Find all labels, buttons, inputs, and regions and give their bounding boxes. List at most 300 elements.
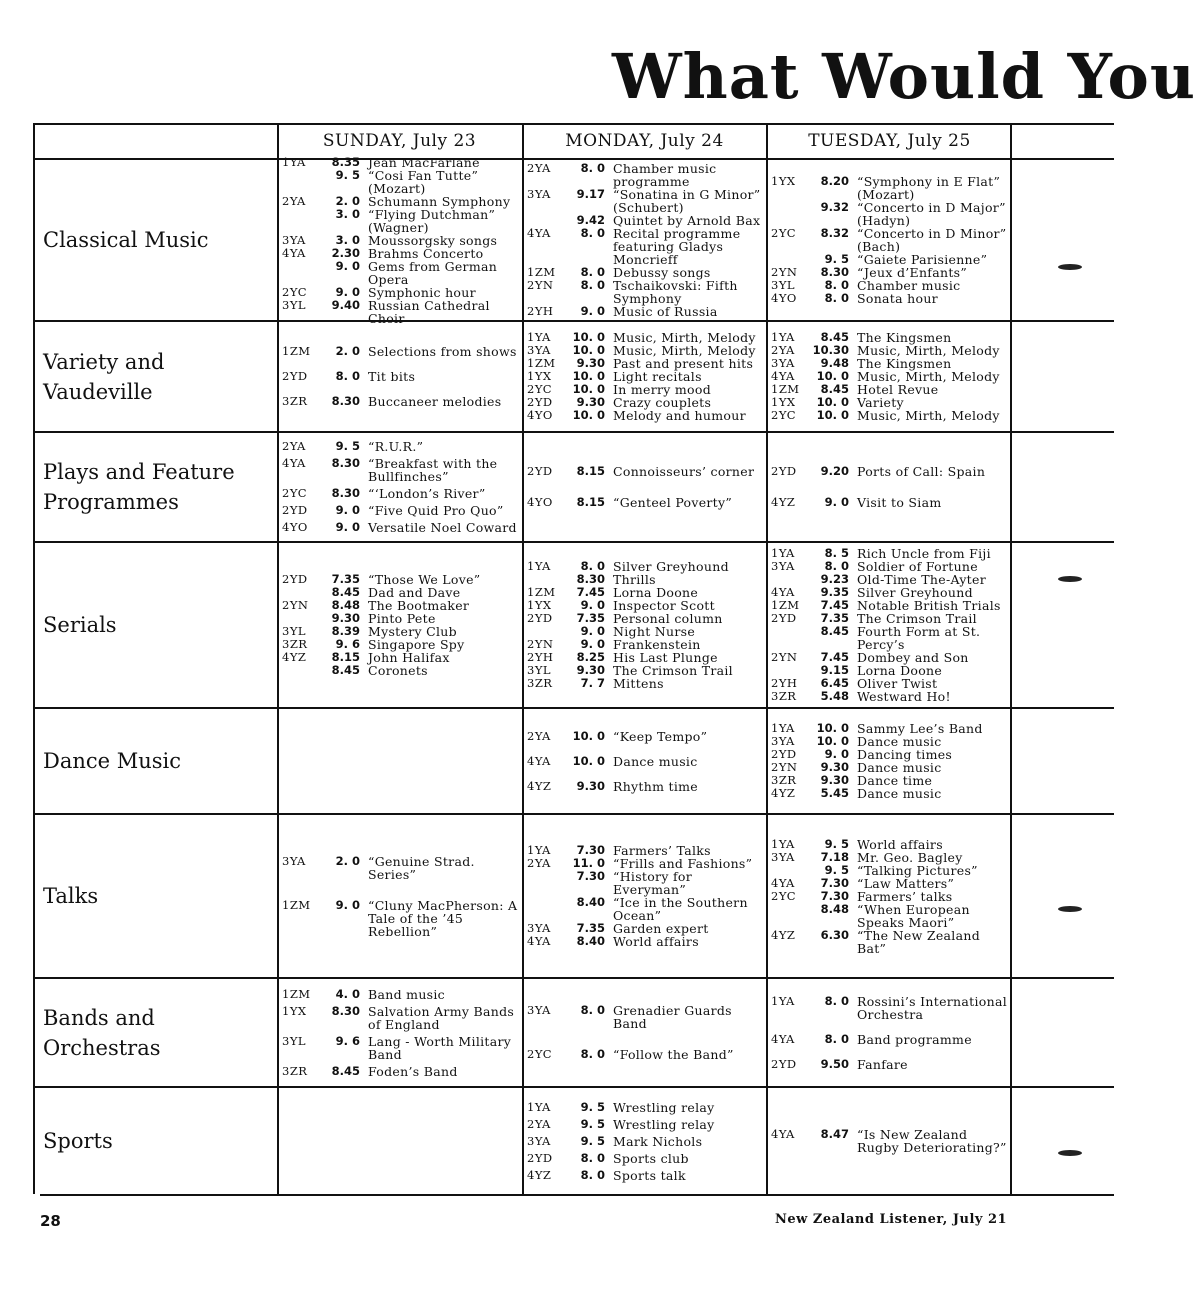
program-time: 8. 0 (580, 1167, 605, 1182)
station-code: 1YA (282, 154, 306, 169)
station-code: 1YA (771, 993, 795, 1008)
program-time: 2. 0 (335, 344, 360, 358)
station-code: 4YO (527, 408, 553, 422)
program-entry (282, 370, 519, 383)
day-cell (527, 709, 764, 813)
station-code: 4YO (771, 291, 797, 305)
program-time: 9.48 (820, 356, 849, 370)
program-time: 9.50 (820, 1056, 849, 1071)
program-entry (771, 1058, 1009, 1071)
category-label: Variety and Vaudeville (43, 349, 165, 404)
station-code: 3YL (282, 1033, 307, 1048)
program-time: 8.30 (820, 265, 849, 279)
program-title: Band programme (857, 1031, 972, 1047)
program-title: “Cluny MacPherson: A Tale of the ’45 Rebellion” (368, 897, 518, 939)
station-code: 1ZM (282, 344, 311, 358)
station-code: 2YA (527, 161, 551, 175)
program-time: 7.35 (331, 572, 360, 586)
program-title: Debussy songs (613, 265, 711, 280)
schedule-row (33, 320, 1114, 431)
day-cell (282, 1088, 519, 1194)
day-cell (771, 322, 1009, 431)
day-cell (282, 433, 519, 541)
program-time: 8.35 (331, 154, 360, 169)
station-code: 1YA (771, 546, 795, 560)
station-code: 2YN (527, 637, 554, 651)
program-entry (527, 1169, 764, 1182)
program-title: Farmers’ Talks (613, 843, 711, 858)
program-time: 9. 0 (335, 897, 360, 912)
program-time: 9.30 (331, 611, 360, 625)
program-title: The Bootmaker (368, 598, 470, 613)
station-code: 3YA (771, 559, 795, 573)
program-time: 9.30 (576, 356, 605, 370)
program-title: “Cosi Fan Tutte” (Mozart) (368, 167, 479, 196)
program-title: Dance music (857, 734, 942, 749)
program-title: Schumann Symphony (368, 193, 511, 209)
program-entry (771, 929, 1009, 955)
station-code: 3YA (527, 187, 551, 201)
program-title: Music, Mirth, Melody (857, 343, 1000, 358)
program-entry (771, 465, 1009, 478)
page-number: 28 (40, 1212, 61, 1230)
program-title: Fourth Form at St. Percy’s (857, 624, 981, 652)
program-title: “Five Quid Pro Quo” (368, 503, 504, 518)
program-title: “‘London’s River” (368, 486, 486, 501)
program-entry (282, 988, 519, 1001)
program-entry (282, 156, 519, 169)
day-cell (282, 709, 519, 813)
program-title: Grenadier Guards Band (613, 1003, 732, 1031)
program-title: The Kingsmen (857, 356, 952, 371)
program-time: 8.48 (820, 901, 849, 916)
category-label: Classical Music (43, 228, 209, 252)
station-code: 1ZM (771, 598, 800, 612)
station-code: 1ZM (527, 356, 556, 370)
day-cell (282, 154, 519, 326)
bottom-rule (40, 1194, 1114, 1196)
program-time: 9. 6 (335, 637, 360, 651)
station-code: 1ZM (527, 585, 556, 599)
day-cell (527, 979, 764, 1086)
program-title: Dance music (857, 786, 942, 801)
day-header-monday: MONDAY, July 24 (565, 130, 724, 151)
program-entry (282, 440, 519, 453)
program-title: Chamber music (857, 278, 961, 293)
station-code: 2YC (282, 486, 308, 500)
program-time: 9. 5 (824, 252, 849, 266)
category-label: Sports (43, 1129, 113, 1153)
station-code: 1YA (771, 721, 795, 735)
program-time: 8.15 (331, 650, 360, 664)
station-code: 2YD (771, 464, 797, 478)
station-code: 1YA (527, 1099, 551, 1114)
program-title: “Talking Pictures” (857, 862, 978, 878)
station-code: 3YA (527, 1003, 551, 1017)
program-title: Frankenstein (613, 637, 701, 652)
program-time: 9.40 (331, 297, 360, 312)
program-entry (771, 864, 1009, 877)
program-time: 10. 0 (572, 408, 605, 422)
program-title: John Halifax (368, 650, 450, 665)
program-entry (282, 664, 519, 677)
program-time: 9.15 (820, 663, 849, 677)
program-entry (527, 780, 764, 793)
program-time: 7.35 (576, 921, 605, 935)
program-entry (771, 851, 1009, 864)
program-time: 9.23 (820, 572, 849, 586)
program-title: Dad and Dave (368, 585, 461, 600)
station-code: 4YO (527, 495, 553, 509)
program-entry (282, 208, 519, 234)
program-entry (527, 896, 764, 922)
station-code: 2YA (527, 1116, 551, 1131)
program-time: 8. 0 (824, 993, 849, 1008)
program-title: The Kingsmen (857, 330, 952, 345)
program-title: “Concerto in D Major” (Hadyn) (857, 200, 1006, 228)
schedule-row (33, 977, 1114, 1086)
program-entry (527, 1135, 764, 1148)
program-entry (527, 409, 764, 422)
program-entry (771, 787, 1009, 800)
program-title: Light recitals (613, 369, 702, 384)
program-entry (527, 465, 764, 478)
program-title: Soldier of Fortune (857, 559, 978, 574)
program-entry (771, 496, 1009, 509)
program-entry (771, 175, 1009, 201)
program-title: “The New Zealand Bat” (857, 927, 980, 956)
category-label: Plays and Feature Programmes (43, 460, 235, 514)
program-title: Lorna Doone (613, 585, 699, 600)
category-label: Bands and Orchestras (43, 1005, 161, 1060)
ink-mark (1058, 576, 1082, 582)
program-time: 9. 5 (580, 1116, 605, 1131)
program-title: Silver Greyhound (613, 559, 729, 574)
program-entry (282, 247, 519, 260)
program-entry (527, 227, 764, 266)
program-title: “Genuine Strad. Series” (368, 853, 475, 882)
program-title: Tit bits (368, 369, 416, 384)
program-time: 7.45 (576, 585, 605, 599)
station-code: 3ZR (527, 676, 553, 690)
program-title: Crazy couplets (613, 395, 712, 410)
station-code: 2YH (527, 304, 554, 318)
schedule-row (33, 707, 1114, 813)
program-title: Connoisseurs’ corner (613, 464, 755, 479)
station-code: 1ZM (527, 265, 556, 279)
ink-mark (1058, 264, 1082, 270)
program-title: Mr. Geo. Bagley (857, 849, 963, 865)
program-entry (527, 677, 764, 690)
program-time: 9. 5 (580, 1099, 605, 1114)
day-cell (282, 543, 519, 707)
program-title: “Frills and Fashions” (613, 856, 753, 871)
station-code: 1YA (771, 330, 795, 344)
station-code: 3YA (282, 232, 306, 247)
program-title: “Breakfast with the Bullfinches” (368, 456, 498, 484)
station-code: 4YA (527, 753, 551, 768)
program-title: “Symphony in E Flat” (Mozart) (857, 174, 1001, 202)
day-cell (282, 815, 519, 977)
station-code: 3YA (527, 343, 551, 357)
program-time: 9.30 (576, 395, 605, 409)
program-title: World affairs (857, 836, 943, 852)
program-time: 9. 5 (824, 836, 849, 851)
station-code: 1YX (282, 1003, 307, 1018)
program-entry (282, 855, 519, 881)
program-time: 8.15 (576, 464, 605, 478)
program-entry (771, 1033, 1009, 1046)
program-time: 9.30 (820, 760, 849, 774)
program-title: “Gaiete Parisienne” (857, 252, 988, 267)
program-time: 8.30 (331, 1003, 360, 1018)
program-entry (282, 1005, 519, 1031)
program-time: 9. 0 (580, 637, 605, 651)
program-title: “Sonatina in G Minor” (Schubert) (613, 187, 761, 215)
program-time: 8.45 (331, 663, 360, 677)
program-title: The Crimson Trail (857, 611, 977, 626)
program-title: Thrills (613, 572, 656, 587)
program-title: Sonata hour (857, 291, 938, 306)
station-code: 2YN (771, 760, 798, 774)
station-code: 2YD (527, 395, 553, 409)
station-code: 3YA (771, 849, 795, 864)
day-header-sunday: SUNDAY, July 23 (322, 130, 477, 151)
page-headline: What Would You (612, 40, 1196, 113)
program-title: Dance time (857, 773, 933, 788)
program-time: 8. 5 (824, 546, 849, 560)
station-code: 2YA (527, 856, 551, 870)
station-code: 2YN (527, 278, 554, 292)
program-entry (527, 279, 764, 305)
station-code: 4YA (282, 456, 306, 470)
schedule-row (33, 431, 1114, 541)
station-code: 1YX (771, 174, 796, 188)
station-code: 2YA (282, 193, 306, 208)
program-time: 9. 0 (335, 258, 360, 273)
station-code: 2YA (527, 728, 551, 743)
program-title: Coronets (368, 663, 428, 678)
program-time: 9. 5 (335, 167, 360, 182)
program-entry (527, 1101, 764, 1114)
day-header-tuesday: TUESDAY, July 25 (808, 130, 971, 151)
program-time: 10. 0 (816, 369, 849, 383)
program-entry (771, 877, 1009, 890)
program-time: 8. 0 (580, 1150, 605, 1165)
program-time: 3. 0 (335, 206, 360, 221)
program-time: 11. 0 (572, 856, 605, 870)
program-time: 9.35 (820, 585, 849, 599)
station-code: 4YA (771, 1127, 795, 1141)
program-time: 9. 0 (335, 284, 360, 299)
program-time: 7.30 (576, 869, 605, 883)
program-entry (527, 162, 764, 188)
program-title: Selections from shows (368, 344, 517, 359)
program-title: “Law Matters” (857, 875, 955, 891)
program-title: Past and present hits (613, 356, 754, 371)
program-time: 9. 6 (335, 1033, 360, 1048)
program-time: 8. 0 (824, 278, 849, 292)
program-entry (771, 903, 1009, 929)
program-entry (527, 755, 764, 768)
station-code: 3ZR (771, 773, 797, 787)
program-title: Night Nurse (613, 624, 696, 639)
station-code: 2YA (771, 343, 795, 357)
program-time: 8.32 (820, 226, 849, 240)
program-time: 8. 0 (580, 1003, 605, 1017)
day-cell (527, 543, 764, 707)
program-time: 5.48 (820, 689, 849, 703)
program-entry (771, 690, 1009, 703)
station-code: 2YN (771, 265, 798, 279)
station-code: 2YD (771, 1056, 797, 1071)
station-code: 2YA (282, 439, 306, 453)
program-time: 7.30 (576, 843, 605, 857)
program-time: 9.42 (576, 213, 605, 227)
station-code: 4YA (771, 875, 795, 890)
station-code: 3YL (282, 297, 307, 312)
day-cell (771, 709, 1009, 813)
program-time: 10.30 (812, 343, 849, 357)
program-time: 8.30 (331, 456, 360, 470)
program-entry (771, 890, 1009, 903)
station-code: 2YD (282, 572, 308, 586)
program-time: 8. 0 (580, 226, 605, 240)
program-time: 7.45 (820, 598, 849, 612)
program-time: 7.35 (820, 611, 849, 625)
program-title: Versatile Noel Coward (368, 520, 517, 535)
program-entry (527, 305, 764, 318)
program-time: 7.35 (576, 611, 605, 625)
day-cell (527, 815, 764, 977)
program-title: Chamber music programme (613, 161, 717, 189)
station-code: 2YD (527, 1150, 553, 1165)
schedule-row (33, 154, 1114, 326)
program-time: 9.30 (820, 773, 849, 787)
program-time: 7. 7 (580, 676, 605, 690)
day-cell (527, 322, 764, 431)
program-time: 9. 0 (580, 598, 605, 612)
station-code: 4YA (771, 585, 795, 599)
program-entry (282, 395, 519, 408)
program-entry (282, 487, 519, 500)
program-title: “Ice in the Southern Ocean” (613, 895, 748, 923)
station-code: 2YC (527, 1047, 553, 1061)
program-title: Foden’s Band (368, 1063, 458, 1079)
program-title: His Last Plunge (613, 650, 718, 665)
program-time: 10. 0 (572, 753, 605, 768)
category-label: Talks (43, 884, 99, 908)
program-title: Visit to Siam (857, 495, 942, 510)
program-title: “Follow the Band” (613, 1047, 734, 1062)
program-title: Fanfare (857, 1056, 908, 1072)
station-code: 2YD (527, 611, 553, 625)
program-title: Mittens (613, 676, 664, 691)
program-entry (282, 234, 519, 247)
program-entry (282, 457, 519, 483)
program-title: “Flying Dutchman” (Wagner) (368, 206, 496, 235)
program-entry (282, 1035, 519, 1061)
program-time: 2. 0 (335, 853, 360, 868)
program-title: Dancing times (857, 747, 953, 762)
program-title: Moussorgsky songs (368, 232, 498, 248)
program-time: 9. 0 (335, 503, 360, 517)
program-entry (771, 201, 1009, 227)
station-code: 2YN (771, 650, 798, 664)
program-time: 10. 0 (572, 728, 605, 743)
program-title: Rossini’s International Orchestra (857, 993, 1008, 1022)
program-title: Buccaneer melodies (368, 394, 502, 409)
program-title: Oliver Twist (857, 676, 938, 691)
program-time: 8. 0 (824, 1031, 849, 1046)
program-title: Dombey and Son (857, 650, 969, 665)
program-time: 8.40 (576, 895, 605, 909)
station-code: 2YD (282, 369, 308, 383)
program-title: Lorna Doone (857, 663, 943, 678)
station-code: 2YH (527, 650, 554, 664)
program-title: Recital programme featuring Gladys Moncrieff (613, 226, 741, 267)
ink-mark (1058, 1150, 1082, 1156)
program-time: 10. 0 (816, 395, 849, 409)
station-code: 2YD (771, 747, 797, 761)
program-time: 7.30 (820, 875, 849, 890)
station-code: 3ZR (282, 394, 308, 408)
station-code: 3ZR (282, 637, 308, 651)
day-cell (282, 322, 519, 431)
program-title: Sports talk (613, 1167, 686, 1183)
program-time: 8.45 (331, 1063, 360, 1078)
program-title: Personal column (613, 611, 723, 626)
program-time: 8. 0 (580, 559, 605, 573)
program-time: 9.32 (820, 200, 849, 214)
program-time: 8.30 (576, 572, 605, 586)
station-code: 2YC (771, 408, 797, 422)
program-title: Silver Greyhound (857, 585, 973, 600)
program-title: “History for Everyman” (613, 869, 692, 897)
program-time: 8. 0 (580, 1047, 605, 1061)
program-title: Variety (857, 395, 904, 410)
program-time: 6.30 (820, 927, 849, 942)
day-cell (771, 979, 1009, 1086)
program-entry (527, 1118, 764, 1131)
program-time: 9. 5 (824, 862, 849, 877)
day-cell (771, 543, 1009, 707)
program-time: 8. 0 (580, 278, 605, 292)
station-code: 2YD (771, 611, 797, 625)
program-title: Melody and humour (613, 408, 746, 423)
program-title: Dance music (857, 760, 942, 775)
station-code: 4YA (527, 934, 551, 948)
program-time: 8.45 (820, 382, 849, 396)
station-code: 1ZM (771, 382, 800, 396)
program-title: “Keep Tempo” (613, 728, 708, 744)
station-code: 3YA (527, 921, 551, 935)
program-title: Symphonic hour (368, 284, 476, 300)
program-title: Tschaikovski: Fifth Symphony (613, 278, 738, 306)
program-title: Westward Ho! (857, 689, 951, 704)
program-entry (527, 1048, 764, 1061)
program-title: Mystery Club (368, 624, 457, 639)
day-cell (771, 815, 1009, 977)
program-title: Brahms Concerto (368, 245, 484, 261)
station-code: 4YZ (282, 650, 307, 664)
program-title: “Jeux d’Enfants” (857, 265, 968, 280)
program-time: 8.48 (331, 598, 360, 612)
program-time: 8. 0 (824, 291, 849, 305)
program-entry (771, 409, 1009, 422)
program-entry (527, 870, 764, 896)
schedule-row (33, 541, 1114, 707)
